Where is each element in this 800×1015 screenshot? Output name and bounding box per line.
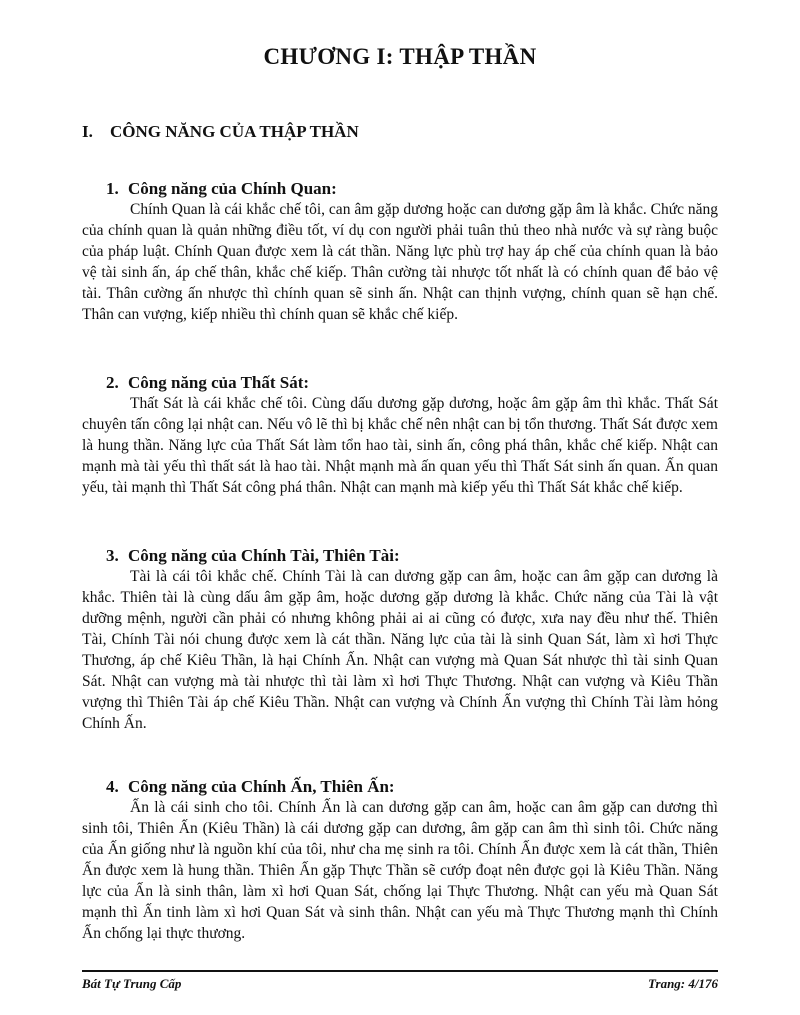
section-numeral: I. (82, 122, 93, 141)
section-heading (82, 122, 359, 142)
footer-page-number: Trang: 4/176 (648, 976, 718, 991)
subsection-body: Ấn là cái sinh cho tôi. Chính Ấn là can dương gặp can âm, hoặc can âm gặp can dương thì sinh tôi, Thiên Ấn (Kiêu Thần) là cái dương gặp can dương, âm gặp can âm thì sinh tôi. Chức năng của Ấn giống như là nguồn khí của tôi, như cha mẹ sinh ra tôi. Chính Ấn được xem là cát thần, Thiên Ấn được xem là hung thần. Thiên Ấn gặp Thực Thần sẽ cướp đoạt nên được gọi là Kiêu Thần. Năng lực của Ấn là sinh thân, làm xì hơi Quan Sát, chống lại Thực Thương. Nhật can yếu mà Quan Sát mạnh thì Ấn tinh làm xì hơi Quan Sát và sinh thân. Nhật can yếu mà Thực Thương mạnh thì Chính Ấn chống lại thực thương. (82, 799, 718, 942)
subsection-chinh-an-thien-an (82, 776, 718, 944)
page-footer (82, 976, 718, 992)
subsection-body: Thất Sát là cái khắc chế tôi. Cùng dấu dương gặp dương, hoặc âm gặp âm thì khắc. Thất Sát chuyên tấn công lại nhật can. Nếu vô lẽ thì bị khắc chế nên nhật can bị tổn thương. Thất Sát được xem là hung thần. Năng lực của Thất Sát làm tổn hao tài, sinh ấn, công phá thân, khắc chế kiếp. Nhật can mạnh mà tài yếu thì thất sát là hao tài. Nhật mạnh mà ấn quan yếu thì Thất Sát sinh ấn quan. Ấn quan yếu, tài mạnh thì Thất Sát công phá thân. Nhật can mạnh mà kiếp yếu thì Thất Sát khắc chế kiếp. (82, 395, 718, 496)
subsection-chinh-tai-thien-tai (82, 545, 718, 734)
subsection-title: Công năng của Thất Sát: (128, 373, 310, 392)
subsection-heading (106, 372, 718, 393)
subsection-heading (106, 545, 718, 566)
subsection-number: 3. (106, 546, 119, 565)
subsection-that-sat (82, 372, 718, 498)
subsection-number: 1. (106, 179, 119, 198)
section-title: CÔNG NĂNG CỦA THẬP THẦN (110, 122, 359, 141)
chapter-title: CHƯƠNG I: THẬP THẦN (263, 44, 537, 69)
subsection-heading (106, 776, 718, 797)
subsection-chinh-quan (82, 178, 718, 325)
subsection-number: 2. (106, 373, 119, 392)
subsection-title: Công năng của Chính Ấn, Thiên Ấn: (128, 777, 395, 796)
footer-book-title: Bát Tự Trung Cấp (82, 976, 182, 991)
subsection-title: Công năng của Chính Quan: (128, 179, 337, 198)
subsection-body: Chính Quan là cái khắc chế tôi, can âm gặp dương hoặc can dương gặp âm là khắc. Chức năng của chính quan là quản những điều tốt, ví dụ con người phải tuân thủ theo nhà nước và sự ràng buộc của pháp luật. Chính Quan được xem là cát thần. Năng lực phù trợ hay áp chế của chính quan là bảo vệ tài sinh ấn, áp chế thân, khắc chế kiếp. Thân cường tài nhược tốt nhất là có chính quan để bảo vệ tài. Thân cường ấn nhược thì chính quan sẽ sinh ấn. Nhật can thịnh vượng, chính quan sẽ hạn chế. Thân can vượng, kiếp nhiều thì chính quan sẽ khắc chế kiếp. (82, 201, 718, 323)
subsection-body: Tài là cái tôi khắc chế. Chính Tài là can dương gặp can âm, hoặc can âm gặp can dương là khắc. Thiên tài là cùng dấu âm gặp âm, hoặc dương gặp dương là khắc. Chức năng của Tài là vật dưỡng mệnh, người cần phải có nhưng không phải ai ai cũng có được, xưa nay đều như thế. Thiên Tài, Chính Tài nói chung được xem là cát thần. Năng lực của tài là sinh Quan Sát, làm xì hơi Thực Thương, áp chế Kiêu Thần, là hại Chính Ấn. Nhật can vượng mà Quan Sát nhược thì tài sinh Quan Sát. Nhật can vượng mà tài nhược thì tài làm xì hơi Thực Thương. Nhật can vượng và Kiêu Thần vượng thì Thiên Tài áp chế Kiêu Thần. Nhật can vượng và Chính Ấn vượng thì Chính Tài làm hỏng Chính Ấn. (82, 568, 718, 732)
subsection-title: Công năng của Chính Tài, Thiên Tài: (128, 546, 400, 565)
footer-divider (82, 970, 718, 972)
subsection-number: 4. (106, 777, 119, 796)
subsection-heading (106, 178, 718, 199)
